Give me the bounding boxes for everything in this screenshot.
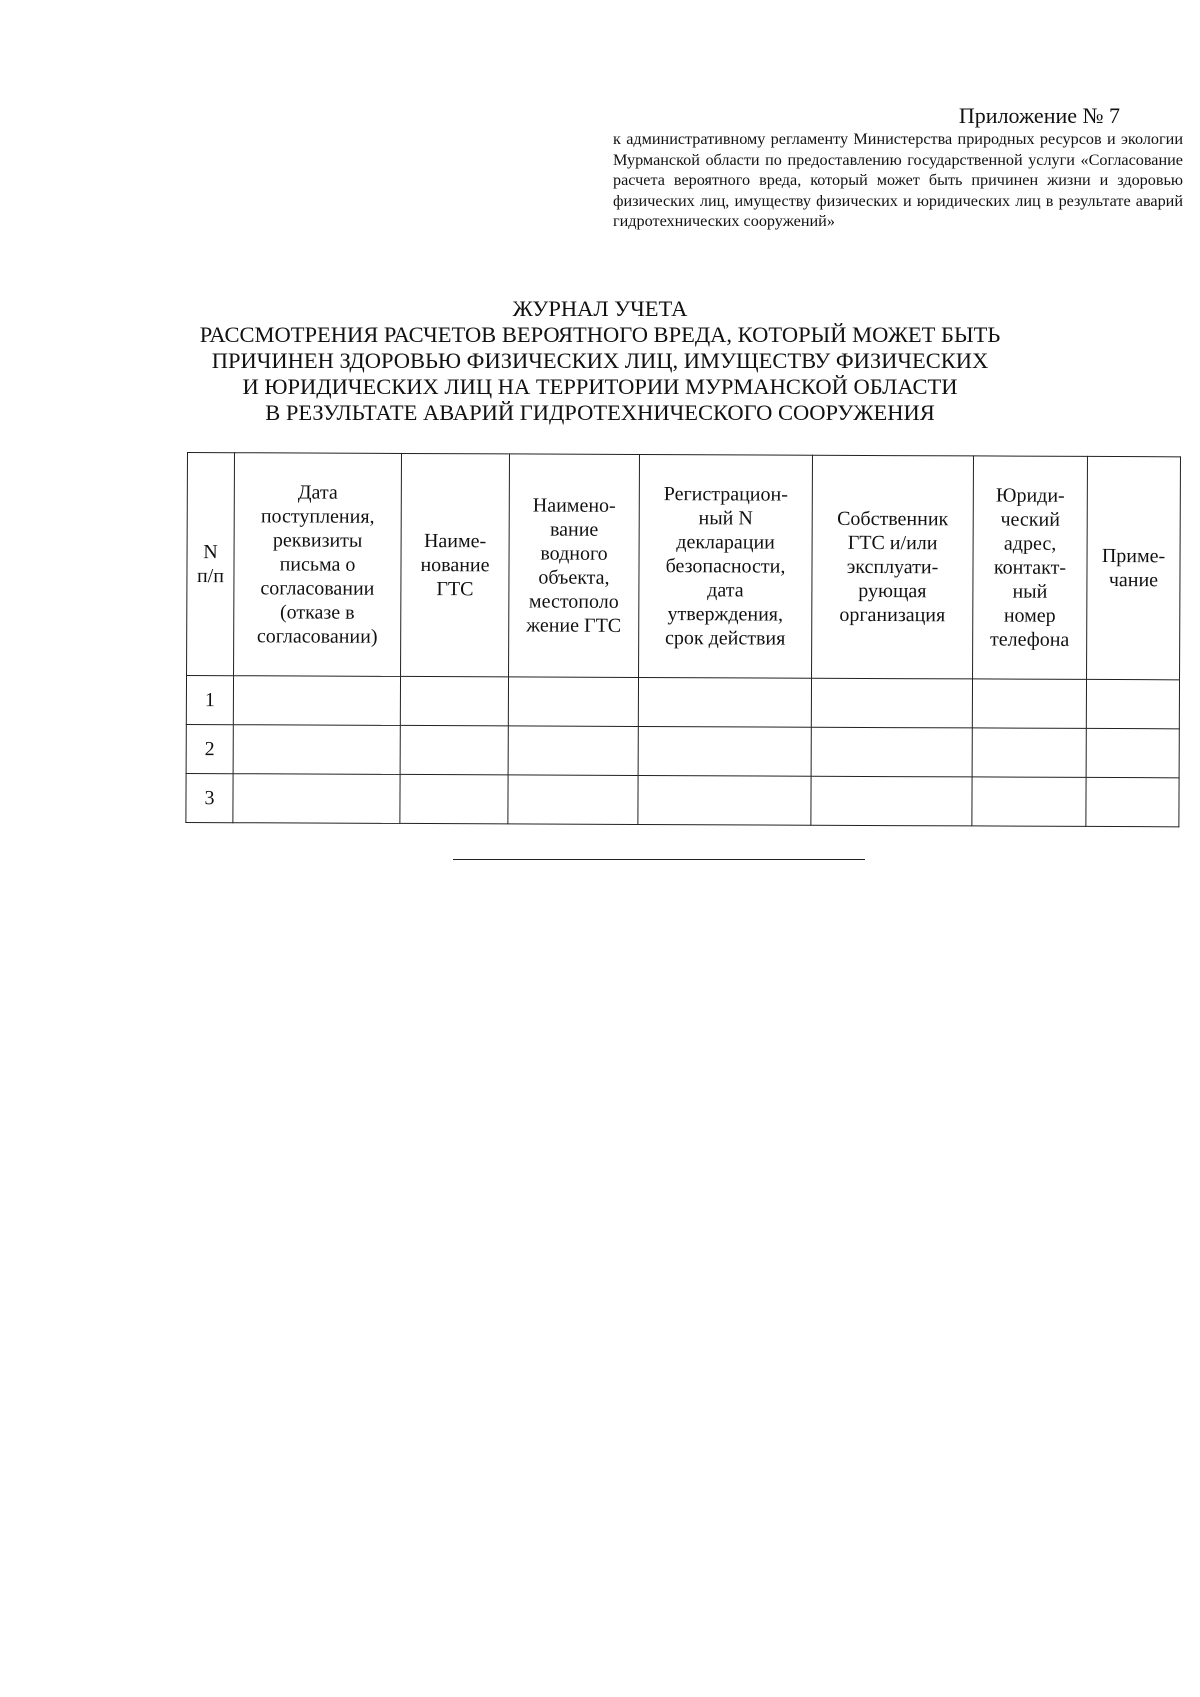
- table-cell: [972, 728, 1086, 777]
- table-cell: [811, 727, 972, 777]
- column-header-line: безопасности,: [665, 555, 786, 578]
- table-cell: [1086, 777, 1179, 826]
- column-header-line: утверждения,: [667, 603, 784, 626]
- row-number: 2: [186, 724, 233, 773]
- appendix-text: к административному регламенту Министерства природных ресурсов и экологии Мурманской области по предоставлению государственной услуги «Согласование расчета вероятного вреда, который может быть причинен жизни и здоровью физических лиц, имуществу физических и юридических лиц в результате аварий гидротехнических сооружений»: [613, 130, 1183, 230]
- column-header-line: срок действия: [664, 627, 786, 650]
- column-header-line: чание: [1108, 569, 1159, 592]
- column-header-line: ГТС: [436, 578, 474, 601]
- column-header-line: ческий: [1000, 508, 1060, 531]
- column-header: [1087, 456, 1181, 679]
- column-header: [812, 455, 974, 679]
- column-header-line: п/п: [196, 565, 224, 588]
- table-cell: [1086, 728, 1179, 777]
- journal-heading-line: ПРИЧИНЕН ЗДОРОВЬЮ ФИЗИЧЕСКИХ ЛИЦ, ИМУЩЕСТВУ ФИЗИЧЕСКИХ: [211, 348, 989, 373]
- closing-line: [453, 859, 865, 860]
- table-cell: [400, 725, 508, 774]
- journal-table: [185, 452, 1181, 827]
- column-header-line: нование: [420, 554, 490, 577]
- column-header-line: ГТС и/или: [847, 531, 938, 555]
- column-header-line: жение ГТС: [526, 614, 622, 637]
- column-header-line: адрес,: [1003, 532, 1057, 555]
- column-header-line: телефона: [990, 628, 1070, 651]
- column-header: [639, 454, 813, 678]
- column-header-line: Приме-: [1101, 544, 1166, 568]
- column-header: [509, 454, 640, 678]
- table-cell: [638, 726, 811, 776]
- table-row: [186, 676, 1179, 729]
- table-cell: [508, 726, 638, 776]
- column-header: [187, 453, 235, 676]
- column-header-line: декларации: [676, 531, 775, 554]
- table-cell: [972, 679, 1086, 728]
- column-header-line: контакт-: [993, 556, 1067, 579]
- row-number: 1: [186, 676, 233, 725]
- column-header-line: ный: [1012, 580, 1048, 603]
- column-header: [973, 456, 1088, 679]
- column-header-line: Наимено-: [532, 494, 616, 517]
- table-cell: [638, 677, 811, 727]
- journal-heading-line: И ЮРИДИЧЕСКИХ ЛИЦ НА ТЕРРИТОРИИ МУРМАНСКОЙ ОБЛАСТИ: [242, 374, 958, 399]
- table-cell: [638, 775, 811, 825]
- column-header: [234, 453, 402, 677]
- column-header-line: поступления,: [260, 505, 375, 528]
- column-header-line: реквизиты: [272, 529, 363, 552]
- column-header-line: Регистрацион-: [663, 483, 788, 506]
- journal-heading: [160, 296, 1040, 426]
- table-cell: [233, 774, 400, 824]
- table-cell: [972, 777, 1086, 826]
- table-cell: [400, 676, 508, 725]
- column-header-line: согласовании: [260, 577, 375, 600]
- table-cell: [1086, 679, 1179, 728]
- table-row: [186, 724, 1179, 777]
- table-cell: [233, 725, 400, 775]
- column-header-line: организация: [839, 603, 946, 627]
- column-header-line: объекта,: [538, 566, 610, 589]
- column-header-line: Собственник: [837, 507, 949, 531]
- column-header-line: Юриди-: [995, 484, 1065, 507]
- table-cell: [400, 774, 508, 823]
- table-cell: [233, 676, 400, 726]
- journal-heading-line: ЖУРНАЛ УЧЕТА: [512, 296, 688, 321]
- journal-heading-line: В РЕЗУЛЬТАТЕ АВАРИЙ ГИДРОТЕХНИЧЕСКОГО СООРУЖЕНИЯ: [265, 400, 935, 425]
- table-cell: [508, 677, 638, 727]
- column-header: [401, 453, 510, 676]
- table-header-row: [187, 453, 1181, 680]
- column-header-line: согласовании): [256, 625, 378, 648]
- column-header-line: дата: [707, 579, 744, 602]
- appendix-title: Приложение № 7: [958, 103, 1120, 128]
- journal-heading-line: РАССМОТРЕНИЯ РАСЧЕТОВ ВЕРОЯТНОГО ВРЕДА, КОТОРЫЙ МОЖЕТ БЫТЬ: [199, 322, 1001, 347]
- column-header-line: эксплуати-: [846, 555, 939, 579]
- table-cell: [508, 775, 638, 825]
- column-header-line: письма о: [279, 553, 356, 576]
- column-header-line: ный N: [698, 507, 753, 530]
- table-cell: [811, 776, 972, 826]
- table-body: [186, 676, 1180, 827]
- column-header-line: водного: [540, 542, 608, 565]
- column-header-line: (отказе в: [279, 601, 355, 624]
- table-row: [186, 773, 1179, 826]
- column-header-line: местополо: [528, 590, 619, 613]
- column-header-line: вание: [549, 518, 599, 541]
- column-header-line: номер: [1003, 604, 1056, 627]
- column-header-line: Наиме-: [423, 530, 487, 553]
- column-header-line: рующая: [858, 579, 927, 603]
- column-header-line: N: [203, 541, 218, 564]
- row-number: 3: [186, 773, 233, 822]
- table-cell: [811, 678, 972, 728]
- column-header-line: Дата: [297, 481, 338, 504]
